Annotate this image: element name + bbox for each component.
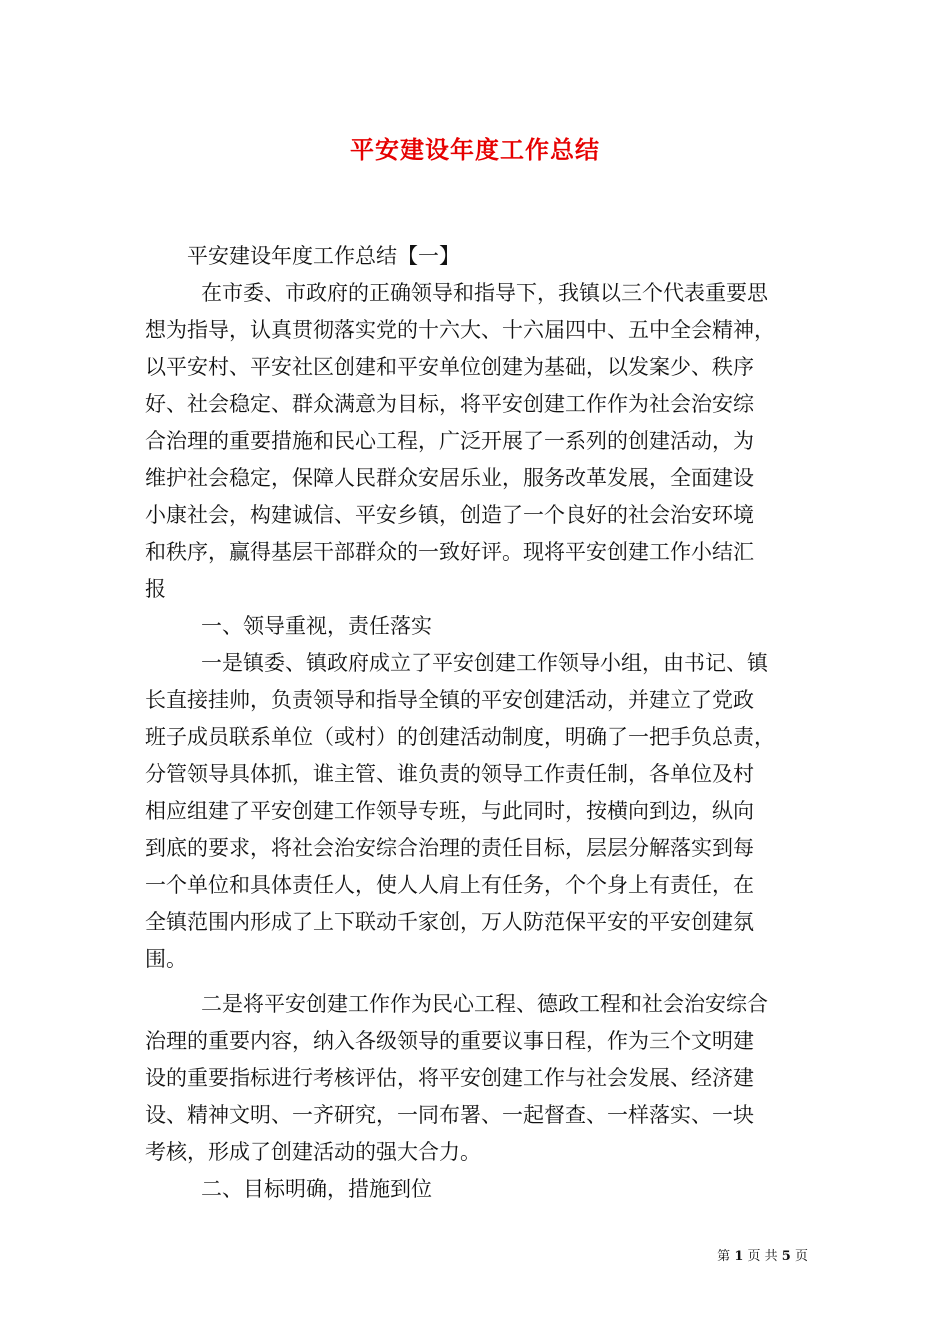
paragraph-1 <box>145 275 813 608</box>
paragraph-line: 维护社会稳定，保障人民群众安居乐业，服务改革发展，全面建设 <box>145 466 754 490</box>
paragraph-line: 二是将平安创建工作作为民心工程、德政工程和社会治安综合 <box>201 992 768 1016</box>
page-number-footer <box>717 1248 808 1266</box>
paragraph-line: 以平安村、平安社区创建和平安单位创建为基础，以发案少、秩序 <box>145 355 754 379</box>
total-page-count: 5 <box>781 1249 791 1264</box>
paragraph-line: 好、社会稳定、群众满意为目标，将平安创建工作作为社会治安综 <box>145 392 754 416</box>
paragraph-line: 合治理的重要措施和民心工程，广泛开展了一系列的创建活动，为 <box>145 429 754 453</box>
paragraph-line: 相应组建了平安创建工作领导专班，与此同时，按横向到边，纵向 <box>145 799 754 823</box>
paragraph-line: 报 <box>145 577 166 601</box>
paragraph-line: 班子成员联系单位（或村）的创建活动制度，明确了一把手负总责， <box>145 725 775 749</box>
paragraph-line: 设、精神文明、一齐研究，一同布署、一起督查、一样落实、一块 <box>145 1103 754 1127</box>
paragraph-line: 到底的要求，将社会治安综合治理的责任目标，层层分解落实到每 <box>145 836 754 860</box>
paragraph-gap <box>145 978 813 986</box>
paragraph-2 <box>145 645 813 978</box>
paragraph-3 <box>145 986 813 1171</box>
paragraph-line: 治理的重要内容，纳入各级领导的重要议事日程，作为三个文明建 <box>145 1029 754 1053</box>
paragraph-line: 设的重要指标进行考核评估，将平安创建工作与社会发展、经济建 <box>145 1066 754 1090</box>
paragraph-line: 分管领导具体抓，谁主管、谁负责的领导工作责任制，各单位及村 <box>145 762 754 786</box>
footer-prefix: 第 <box>717 1249 731 1264</box>
paragraph-line: 小康社会，构建诚信、平安乡镇，创造了一个良好的社会治安环境 <box>145 503 754 527</box>
document-body <box>145 238 813 1208</box>
paragraph-line: 一是镇委、镇政府成立了平安创建工作领导小组，由书记、镇 <box>201 651 768 675</box>
paragraph-line: 想为指导，认真贯彻落实党的十六大、十六届四中、五中全会精神， <box>145 318 775 342</box>
paragraph-line: 一个单位和具体责任人，使人人肩上有任务，个个身上有责任，在 <box>145 873 754 897</box>
paragraph-line: 长直接挂帅，负责领导和指导全镇的平安创建活动，并建立了党政 <box>145 688 754 712</box>
paragraph-line: 和秩序，赢得基层干部群众的一致好评。现将平安创建工作小结汇 <box>145 540 754 564</box>
paragraph-line: 在市委、市政府的正确领导和指导下，我镇以三个代表重要思 <box>201 281 768 305</box>
heading-1: 一、领导重视，责任落实 <box>201 614 432 638</box>
paragraph-line: 考核，形成了创建活动的强大合力。 <box>145 1140 481 1164</box>
footer-middle: 页 共 <box>747 1249 778 1264</box>
footer-suffix: 页 <box>794 1249 808 1264</box>
document-title: 平安建设年度工作总结 <box>350 135 600 164</box>
section-heading: 平安建设年度工作总结【一】 <box>187 244 460 268</box>
paragraph-line: 围。 <box>145 947 187 971</box>
heading-2: 二、目标明确，措施到位 <box>201 1177 432 1201</box>
current-page-number: 1 <box>734 1249 744 1264</box>
paragraph-line: 全镇范围内形成了上下联动千家创，万人防范保平安的平安创建氛 <box>145 910 754 934</box>
